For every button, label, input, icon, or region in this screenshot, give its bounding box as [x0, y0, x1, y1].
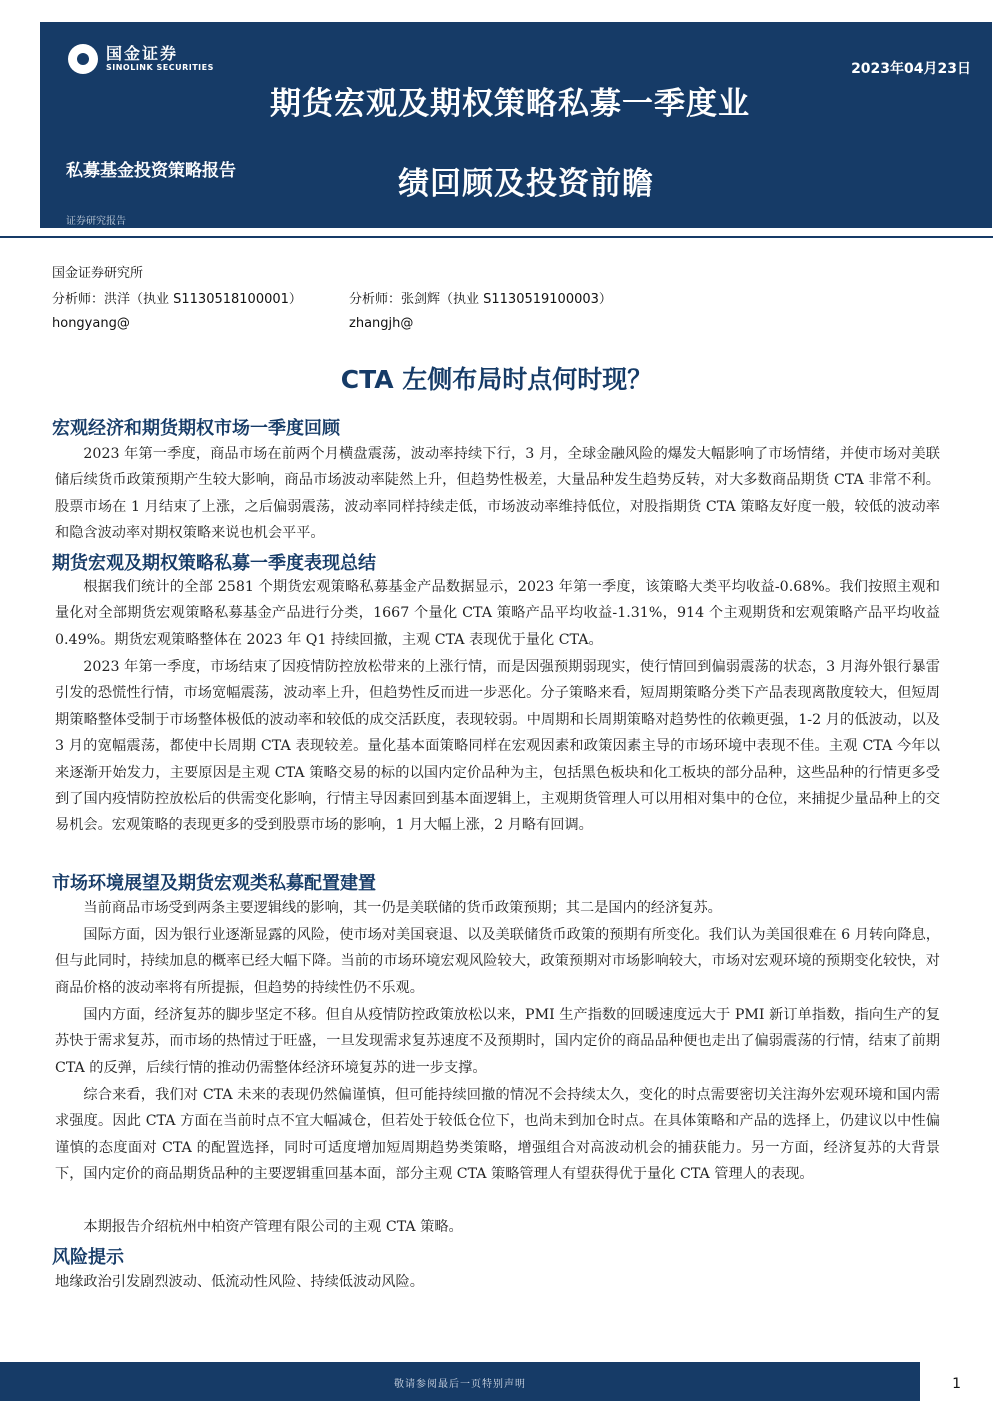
section-outlook-paragraph-3: 国内方面，经济复苏的脚步坚定不移。但自从疫情防控政策放松以来，PMI 生产指数的回暖速度远大于 PMI 新订单指数，指向生产的复苏快于需求复苏，而市场的热情过于旺盛，一旦发现需求复苏速度不及预期时，国内定价的商品品种便也走出了偏弱震荡的行情，结束了前期 CTA 的反弹，后续行情的推动仍需整体经济环境复苏的进一步支撑。 [55, 1007, 940, 1076]
logo-text [106, 45, 214, 73]
page-number: 1 [952, 1376, 961, 1392]
section-heading-performance: 期货宏观及期权策略私募一季度表现总结 [52, 553, 376, 574]
section-performance-paragraph-2: 2023 年第一季度，市场结束了因疫情防控放松带来的上涨行情，而是因强预期弱现实，使行情回到偏弱震荡的状态，3 月海外银行暴雷引发的恐慌性行情，市场宽幅震荡，波动率上升，但趋势性反而进一步恶化。分子策略来看，短周期策略分类下产品表现离散度较大，但短周期策略整体受制于市场整体极低的波动率和较低的成交活跃度，表现较弱。中周期和长周期策略对趋势性的依赖更强，1-2 月的低波动，以及 3 月的宽幅震荡，都使中长周期 CTA 表现较差。量化基本面策略同样在宏观因素和政策因素主导的市场环境中表现不佳。主观 CTA 今年以来逐渐开始发力，主要原因是主观 CTA 策略交易的标的以国内定价品种为主，包括黑色板块和化工板块的部分品种，这些品种的行情更多受到了国内疫情防控放松后的供需变化影响，行情主导因素回到基本面逻辑上，主观期货管理人可以用相对集中的仓位，来捕捉少量品种上的交易机会。宏观策略的表现更多的受到股票市场的影响，1 月大幅上涨，2 月略有回调。 [55, 659, 940, 834]
logo-en: SINOLINK SECURITIES [106, 63, 214, 72]
section-performance-paragraph-1: 根据我们统计的全部 2581 个期货宏观策略私募基金产品数据显示，2023 年第一季度，该策略大类平均收益-0.68%。我们按照主观和量化对全部期货宏观策略私募基金产品进行分类，1667 个量化 CTA 策略产品平均收益-1.31%，914 个主观期货和宏观策略产品平均收益 0.49%。期货宏观策略整体在 2023 年 Q1 持续回撤，主观 CTA 表现优于量化 CTA。 [55, 579, 940, 648]
analyst-1: 分析师：洪洋（执业 S1130518100001） [52, 292, 302, 307]
header-divider [0, 236, 993, 238]
logo-cn: 国金证券 [106, 44, 179, 63]
report-title-line2: 绩回顾及投资前瞻 [398, 166, 654, 202]
section-outlook-paragraph-1: 当前商品市场受到两条主要逻辑线的影响，其一仍是美联储的货币政策预期；其二是国内的经济复苏。 [83, 900, 722, 916]
institute-name: 国金证券研究所 [52, 266, 144, 281]
report-date: 2023年04月23日 [851, 61, 971, 77]
report-title-line1: 期货宏观及期权策略私募一季度业 [270, 86, 750, 122]
section-heading-review: 宏观经济和期货期权市场一季度回顾 [52, 418, 340, 439]
analyst-2: 分析师：张剑辉（执业 S1130519100003） [349, 292, 612, 307]
section-heading-outlook: 市场环境展望及期货宏观类私募配置建置 [52, 873, 376, 894]
section-outlook-paragraph-2: 国际方面，因为银行业逐渐显露的风险，使市场对美国衰退、以及美联储货币政策的预期有所变化。我们认为美国很难在 6 月转向降息，但与此同时，持续加息的概率已经大幅下降。当前的市场环境宏观风险较大，政策预期对市场影响较大，市场对宏观环境的预期变化较快，对商品价格的波动率将有所提振，但趋势的持续性仍不乐观。 [55, 927, 940, 996]
section-risk-paragraph: 地缘政治引发剧烈波动、低流动性风险、持续低波动风险。 [55, 1274, 424, 1290]
section-outlook-paragraph-4: 综合来看，我们对 CTA 未来的表现仍然偏谨慎，但可能持续回撤的情况不会持续太久，变化的时点需要密切关注海外宏观环境和国内需求强度。因此 CTA 方面在当前时点不宜大幅减仓，但若处于较低仓位下，也尚未到加仓时点。在具体策略和产品的选择上，仍建议以中性偏谨慎的态度面对 CTA 的配置选择，同时可适度增加短周期趋势类策略，增强组合对高波动机会的捕获能力。另一方面，经济复苏的大背景下，国内定价的商品期货品种的主要逻辑重回基本面，部分主观 CTA 策略管理人有望获得优于量化 CTA 管理人的表现。 [55, 1087, 940, 1183]
report-category: 私募基金投资策略报告 [66, 161, 236, 181]
report-subcategory: 证券研究报告 [66, 216, 126, 227]
analyst-2-email: zhangjh@ [349, 316, 414, 331]
analyst-1-email: hongyang@ [52, 316, 130, 331]
section-outlook-paragraph-5: 本期报告介绍杭州中柏资产管理有限公司的主观 CTA 策略。 [83, 1219, 463, 1235]
footer-notice: 敬请参阅最后一页特别声明 [394, 1379, 526, 1390]
report-headline: CTA 左侧布局时点何时现？ [340, 365, 653, 394]
section-heading-risk: 风险提示 [52, 1247, 124, 1268]
brand-logo [68, 44, 214, 74]
sinolink-logo-icon [68, 44, 98, 74]
section-review-paragraph: 2023 年第一季度，商品市场在前两个月横盘震荡，波动率持续下行，3 月，全球金融风险的爆发大幅影响了市场情绪，并使市场对美联储后续货币政策预期产生较大影响，商品市场波动率陡然上升，但趋势性极差，大量品种发生趋势反转，对大多数商品期货 CTA 非常不利。股票市场在 1 月结束了上涨，之后偏弱震荡，波动率同样持续走低，市场波动率维持低位，对股指期货 CTA 策略友好度一般，较低的波动率和隐含波动率对期权策略来说也机会平平。 [55, 446, 940, 542]
